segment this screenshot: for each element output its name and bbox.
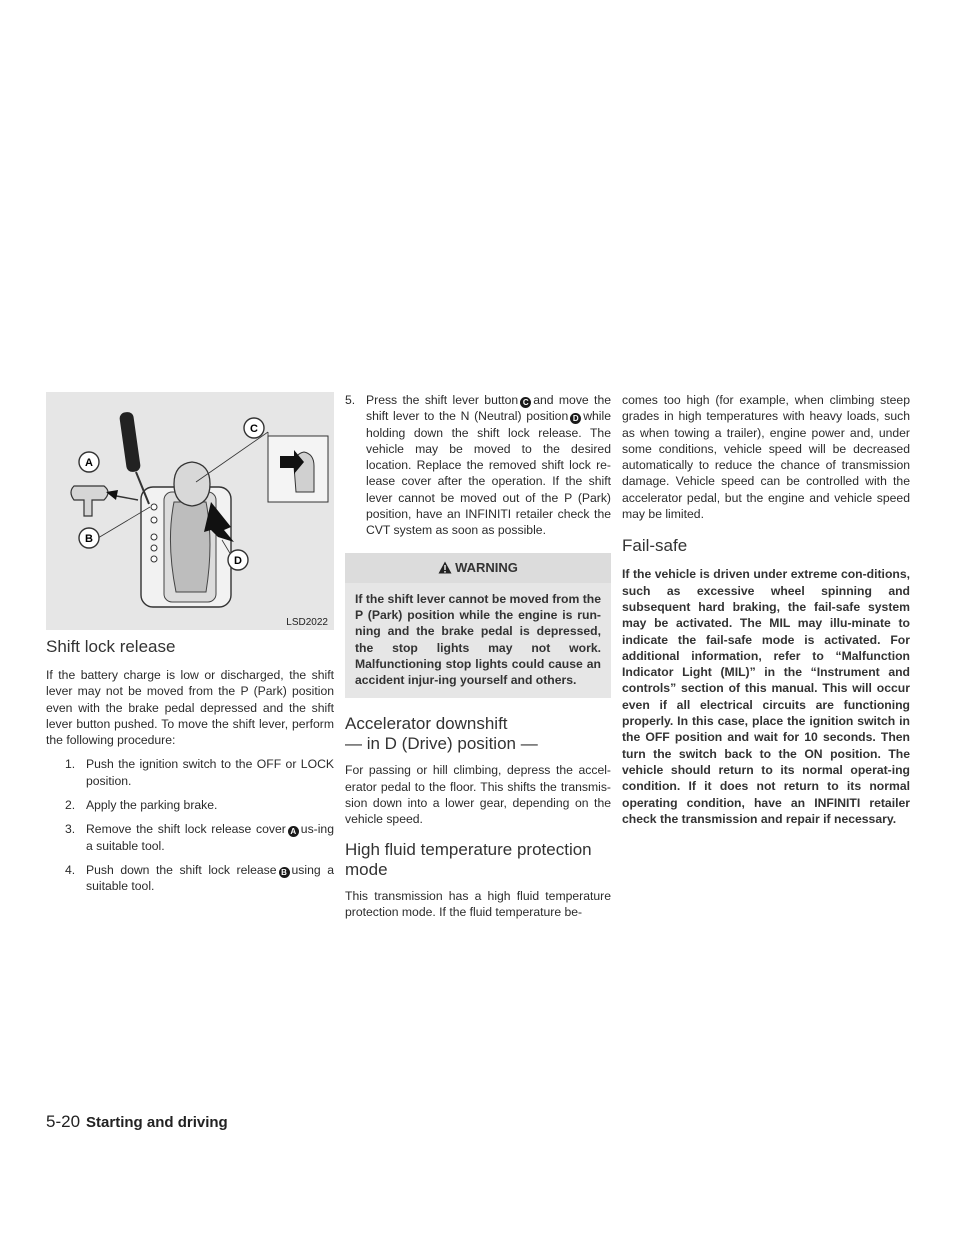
callout-badge-d: D [570, 413, 581, 424]
step-text: Push the ignition switch to the OFF or LOCK position. [86, 757, 334, 788]
title-line: mode [345, 859, 388, 879]
column-2 [345, 392, 611, 920]
step-text: Remove the shift lock release cover [86, 822, 286, 837]
fail-safe-text: If the vehicle is driven under extreme con-ditions, such as excessive wheel spinning and subsequent hard braking, the fail-safe system may be activated. The MIL may illu-minate to indicate the fail-safe mode is activated. For additional information, refer to “Malfunction Indicator Light (MIL)” in the “Instrument and controls” section of this manual. This will occur even if all electrical circuits are functioning properly. In this case, place the ignition switch in the OFF position and wait for 10 seconds. Then turn the switch back to the ON position. The vehicle should return to its normal operat-ing condition. If it does not return to its normal operating condition, have an INFINITI retailer check the transmission and repair if necessary. [622, 567, 910, 826]
step-2 [46, 797, 334, 813]
step-number: 5. [345, 393, 356, 407]
shift-lock-intro: If the battery charge is low or discharged, the shift lever may not be moved from the P (Park) position even with the brake pedal depressed and the shift lever button pushed. To move the shift lever, perform the following procedure: [46, 668, 334, 748]
column-3 [622, 392, 910, 827]
section-title-shift-lock-release: Shift lock release [46, 637, 176, 656]
shift-lock-steps-cont [345, 392, 611, 539]
step-number: 4. [65, 862, 76, 877]
callout-badge-b: B [279, 867, 290, 878]
section-title-fail-safe: Fail-safe [622, 536, 688, 556]
accelerator-downshift-text: For passing or hill climbing, depress the accel-erator pedal to the floor. This shifts the transmis-sion down into a lower gear, depending on the vehicle speed. [345, 763, 611, 827]
title-line: Accelerator downshift [345, 714, 508, 734]
high-fluid-temp-text-start: This transmission has a high fluid temperature protection mode. If the fluid temperature be- [345, 888, 611, 919]
column-1 [46, 637, 334, 903]
shift-lock-figure [46, 392, 334, 630]
step-4 [46, 862, 334, 895]
step-text: Push down the shift lock release [86, 862, 277, 877]
section-title-high-fluid-temp [345, 840, 611, 880]
step-text: while holding down the shift lock release. The vehicle may be moved to the desired location. Replace the removed shift lock re-lease cover after the operation. If the shift lever cannot be moved out of the P (Park) position, have an INFINITI retailer check the CVT system as soon as possible. [366, 409, 611, 538]
warning-icon [438, 561, 452, 574]
step-text: Apply the parking brake. [86, 798, 218, 813]
step-number: 2. [65, 798, 76, 813]
shift-lever-illustration [46, 392, 334, 630]
page-footer [46, 1112, 228, 1132]
warning-body [345, 583, 611, 699]
step-5 [345, 392, 611, 539]
warning-box [345, 553, 611, 699]
figure-label-b: B [85, 533, 93, 545]
step-number: 3. [65, 822, 76, 837]
page-number: 5-20 [46, 1112, 81, 1131]
title-line: — in D (Drive) position — [345, 734, 538, 754]
shift-lock-steps [46, 756, 334, 894]
step-text: and move the shift lever to the N (Neutral) position [366, 393, 612, 424]
warning-text: If the shift lever cannot be moved from the P (Park) position while the engine is run-ning and the brake pedal is depressed, the stop lights may not work. Malfunctioning stop lights could cause an accident injur-ing yourself and others. [355, 591, 601, 688]
step-3 [46, 821, 334, 854]
callout-badge-a: A [288, 826, 299, 837]
step-1 [46, 756, 334, 789]
step-text: Press the shift lever button [366, 393, 519, 407]
callout-badge-c: C [520, 397, 531, 408]
figure-label-a: A [85, 457, 93, 469]
warning-title: WARNING [455, 559, 518, 575]
step-number: 1. [65, 757, 76, 772]
step-text: us-ing a suitable tool. [86, 822, 334, 853]
figure-code: LSD2022 [286, 617, 328, 628]
title-line: High fluid temperature protection [345, 839, 592, 859]
chapter-title: Starting and driving [86, 1114, 228, 1131]
warning-header [345, 553, 611, 583]
high-fluid-temp-text-cont: comes too high (for example, when climbing steep grades in high temperatures with heavy loads, such as when towing a trailer), engine power and, under some conditions, vehicle speed will be decreased automatically to reduce the chance of transmission damage. Vehicle speed can be controlled with the accelerator pedal, but the engine and vehicle speed may be limited. [622, 393, 910, 522]
figure-label-c: C [250, 423, 258, 435]
figure-label-d: D [234, 555, 242, 567]
section-title-accelerator-downshift [345, 714, 611, 754]
step-text: using a suitable tool. [86, 862, 334, 894]
